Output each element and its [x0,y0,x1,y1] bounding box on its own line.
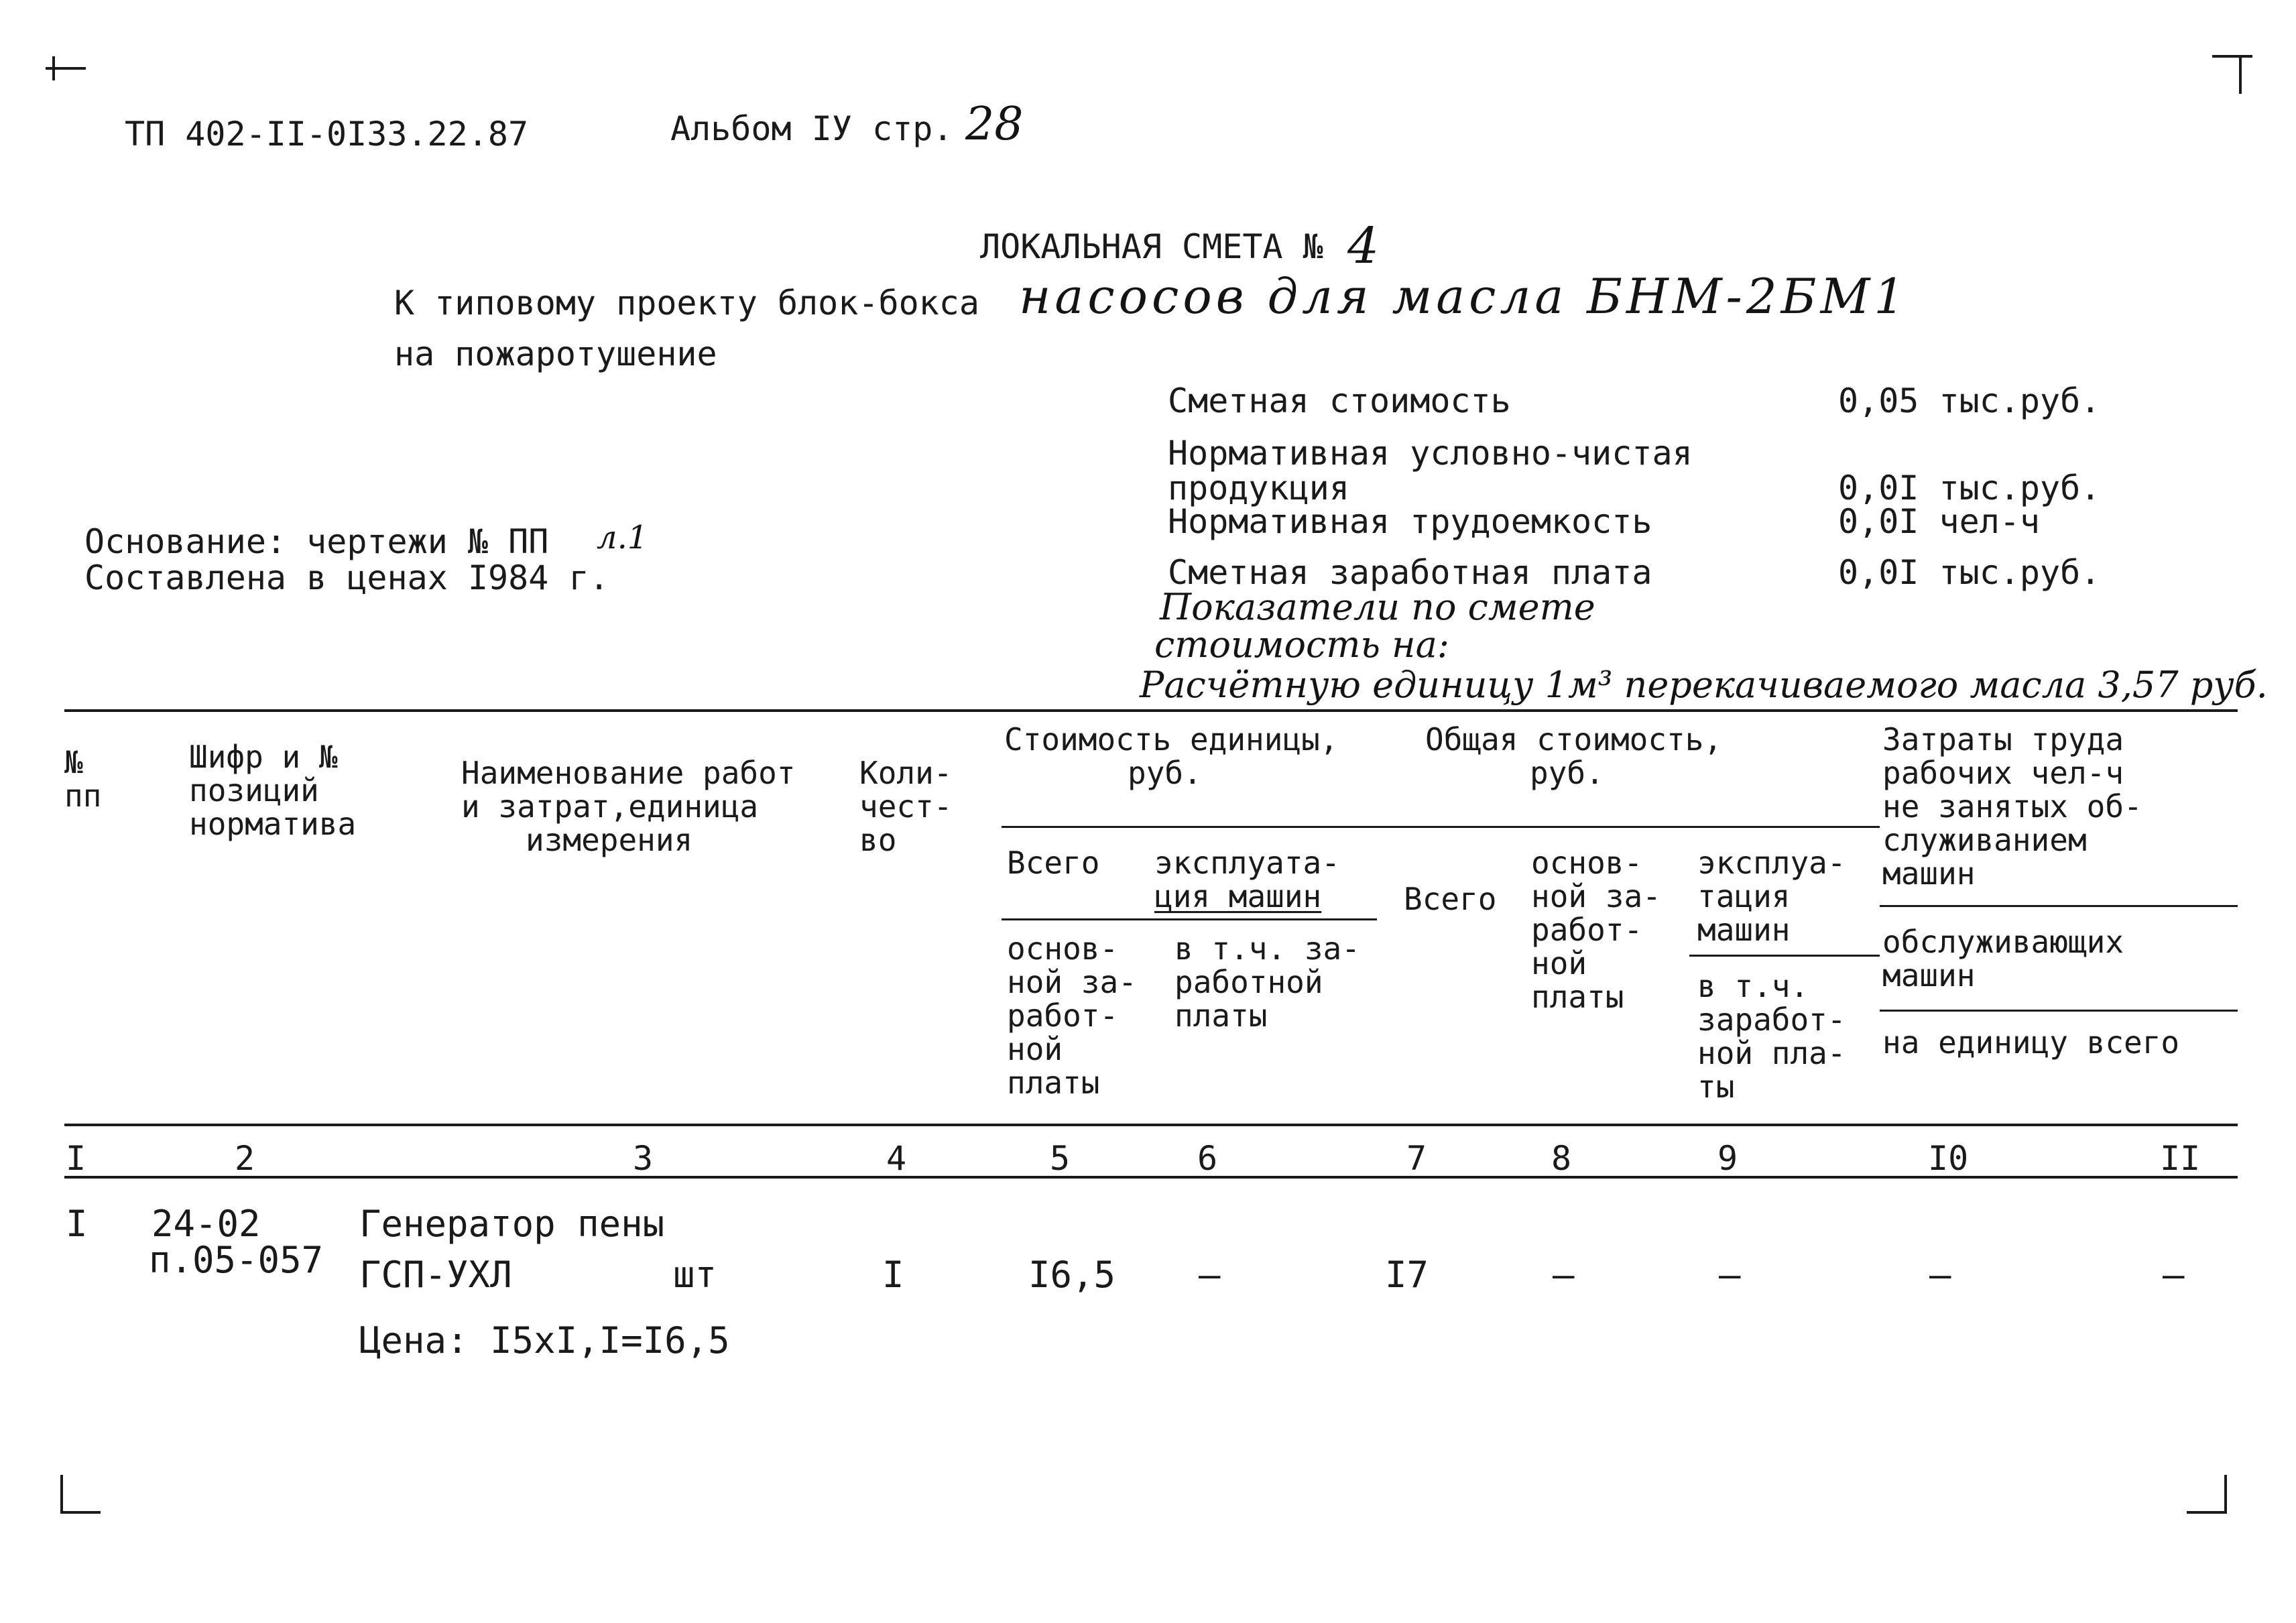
project-code: ТП 402-II-0I33.22.87 [125,115,529,154]
basis-line2: Составлена в ценах I984 г. [84,558,609,597]
corner-mark-bottom-left-h [60,1511,101,1514]
row-total-mach: – [1719,1254,1741,1296]
header-bottom-rule [64,1124,2238,1126]
row-price: Цена: I5xI,I=I6,5 [359,1319,730,1362]
header-labor-unit: на единицу всего [1882,1024,2180,1061]
corner-mark-top-right [2212,55,2252,58]
summary-product-label1: Нормативная условно-чистая [1168,434,1693,473]
labor-rule-2 [1880,1010,2238,1012]
row-total: I7 [1385,1254,1429,1296]
header-labor-serv: обслуживающих машин [1882,924,2124,994]
row-unit-total: I6,5 [1028,1254,1116,1296]
row-name2: ГСП-УХЛ [359,1254,512,1296]
subtitle-handwritten: насосов для масла БНМ-2БМ1 [1019,268,1909,324]
unit-cost-sub-rule [1002,918,1377,920]
corner-mark-bottom-right [2224,1475,2227,1512]
row-name1: Генератор пены [359,1203,665,1245]
basis-sheet: л.1 [597,519,648,556]
summary-labor-value: 0,0I чел-ч [1838,502,2041,541]
row-num: I [66,1203,88,1245]
row-total-wage: – [1553,1254,1575,1296]
corner-mark-bottom-left [60,1475,63,1512]
colnum-3: 3 [633,1139,654,1178]
numbers-bottom-rule [64,1176,2238,1179]
colnum-11: II [2160,1139,2201,1178]
table-top-rule [64,709,2238,712]
page-number: 28 [965,98,1024,151]
colnum-10: I0 [1928,1139,1969,1178]
colnum-2: 2 [235,1139,255,1178]
summary-wage-value: 0,0I тыс.руб. [1838,553,2101,592]
summary-product-value: 0,0I тыс.руб. [1838,469,2101,507]
header-total-wage: основ- ной за- работ- ной платы [1531,845,1661,1015]
summary-wage-label: Сметная заработная плата [1168,553,1652,592]
summary-labor-label: Нормативная трудоемкость [1168,502,1652,541]
summary-product-label2: продукция [1168,469,1349,507]
cost-group-rule [1002,826,1880,828]
row-labor-total: – [2163,1254,2185,1296]
total-mach-sub-rule [1689,955,1880,957]
indicators-line2: стоимость на: [1154,623,1449,666]
indicators-line1: Показатели по смете [1160,586,1595,628]
subtitle-line2: на пожаротушение [394,335,717,373]
row-qty: I [882,1254,904,1296]
colnum-9: 9 [1717,1139,1738,1178]
labor-rule-1 [1880,905,2238,907]
album-label: Альбом IУ стр. [670,109,953,148]
row-labor-unit: – [1929,1254,1951,1296]
corner-mark-top-right-v [2239,55,2242,94]
header-unit-mach-wage: в т.ч. за- работной платы [1174,930,1360,1034]
indicators-line3: Расчётную единицу 1м³ перекачиваемого масла 3,57 руб. [1140,664,2268,706]
subtitle-printed: К типовому проекту блок-бокса [394,284,979,322]
header-unit-mach: эксплуата- ция машин [1154,845,1340,914]
header-total-mach-wage: в т.ч. заработ- ной пла- ты [1697,968,1846,1105]
header-total-all: Всего [1404,881,1497,917]
colnum-7: 7 [1406,1139,1427,1178]
row-code2: п.05-057 [149,1239,324,1281]
colnum-4: 4 [886,1139,907,1178]
basis-line1: Основание: чертежи № ПП [84,522,549,561]
header-name: Наименование работ и затрат,единица измерения [461,755,796,858]
estimate-heading: ЛОКАЛЬНАЯ СМЕТА № [980,227,1323,266]
summary-cost-label: Сметная стоимость [1168,381,1511,420]
header-total-mach: эксплуа- тация машин [1697,845,1846,948]
header-qty: Коли- чест- во [859,755,953,858]
corner-mark-bottom-right-h [2187,1511,2227,1514]
colnum-1: I [66,1139,86,1178]
row-unit-mach: – [1199,1254,1221,1296]
colnum-6: 6 [1197,1139,1218,1178]
colnum-8: 8 [1551,1139,1572,1178]
colnum-5: 5 [1050,1139,1071,1178]
header-unit-total: Всего [1007,845,1100,881]
estimate-number: 4 [1347,217,1380,275]
row-unit: шт [673,1254,717,1296]
summary-cost-value: 0,05 тыс.руб. [1838,381,2101,420]
header-unit-cost: Стоимость единицы, руб. [1004,721,1339,791]
header-num: № пп [64,744,102,814]
header-total-cost: Общая стоимость, руб. [1425,721,1723,791]
header-unit-wage: основ- ной за- работ- ной платы [1007,930,1137,1101]
row-code1: 24-02 [152,1203,261,1245]
corner-mark-top-left-v [52,56,55,80]
header-labor: Затраты труда рабочих чел-ч не занятых об- служиванием машин [1882,721,2142,892]
corner-mark-top-left [46,67,86,70]
header-code: Шифр и № позиций норматива [189,739,357,842]
